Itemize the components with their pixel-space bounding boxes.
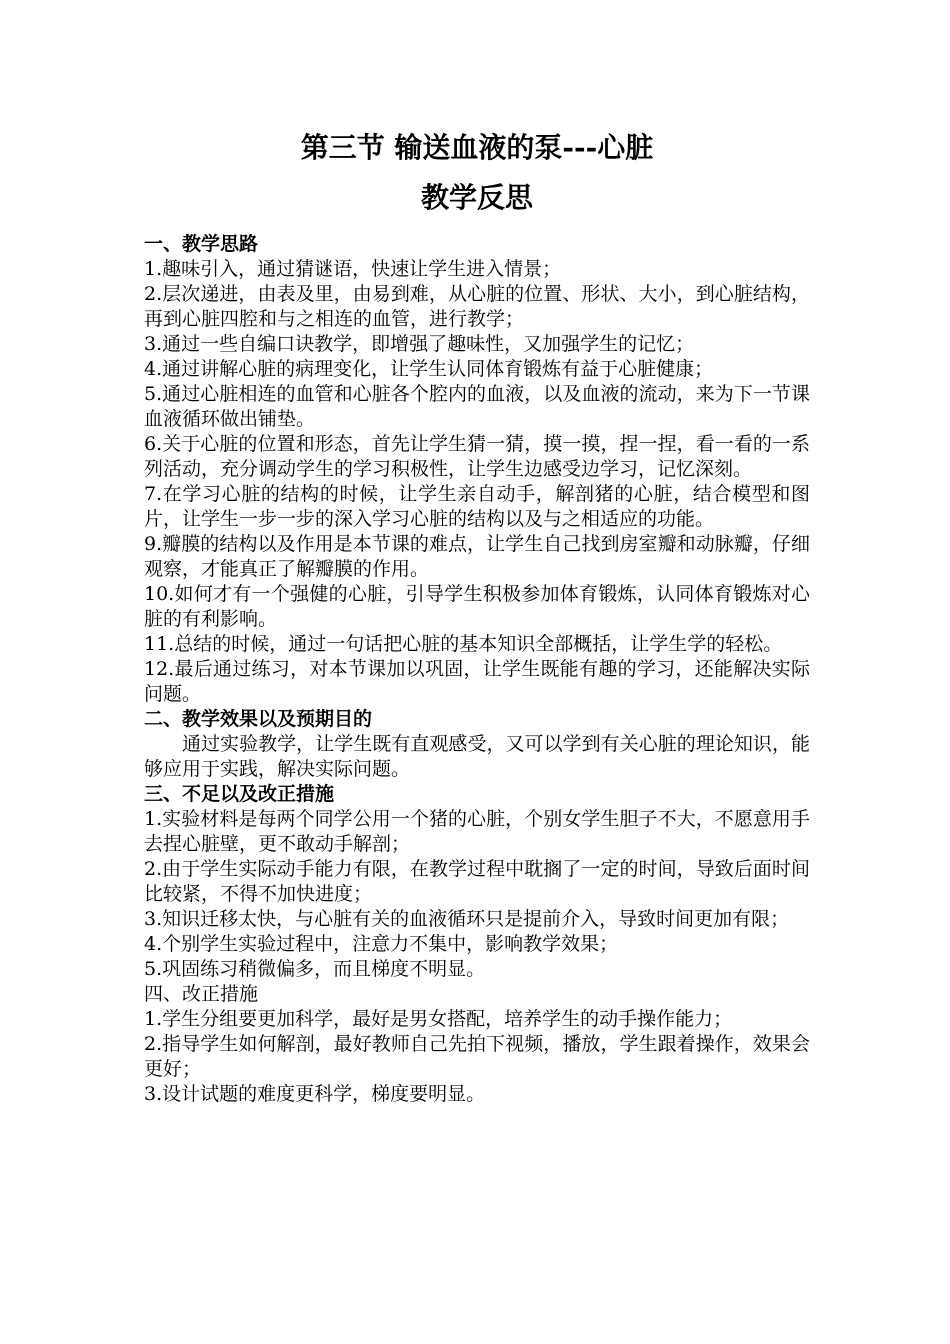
list-item: 2.层次递进，由表及里，由易到难，从心脏的位置、形状、大小，到心脏结构，再到心脏四腔和与之相连的血管，进行教学；: [144, 283, 810, 330]
list-item: 1.学生分组要更加科学，最好是男女搭配，培养学生的动手操作能力；: [144, 1008, 733, 1030]
list-item: 4.通过讲解心脏的病理变化，让学生认同体育锻炼有益于心脏健康；: [144, 358, 714, 380]
list-item: 3.通过一些自编口诀教学，即增强了趣味性，又加强学生的记忆；: [144, 333, 695, 355]
list-item: 4.个别学生实验过程中，注意力不集中，影响教学效果；: [144, 933, 619, 955]
section-heading-corrective-measures: 四、改正措施: [144, 983, 259, 1005]
document-title: 第三节 输送血液的泵---心脏: [300, 131, 654, 164]
section-heading-teaching-ideas: 一、教学思路: [144, 233, 259, 255]
list-item: 3.设计试题的难度更科学，梯度要明显。: [144, 1083, 486, 1105]
list-item: 10.如何才有一个强健的心脏，引导学生积极参加体育锻炼，认同体育锻炼对心脏的有利影响。: [144, 583, 810, 630]
section-heading-shortcomings: 三、不足以及改正措施: [144, 783, 335, 805]
body-paragraph: 通过实验教学，让学生既有直观感受，又可以学到有关心脏的理论知识，能够应用于实践，解决实际问题。: [144, 733, 810, 780]
list-item: 6.关于心脏的位置和形态，首先让学生猜一猜，摸一摸，捏一捏，看一看的一系列活动，充分调动学生的学习积极性，让学生边感受边学习，记忆深刻。: [144, 433, 810, 480]
list-item: 7.在学习心脏的结构的时候，让学生亲自动手，解剖猪的心脏，结合模型和图片，让学生一步一步的深入学习心脏的结构以及与之相适应的功能。: [144, 483, 810, 530]
document-subtitle: 教学反思: [420, 181, 533, 214]
list-item: 12.最后通过练习，对本节课加以巩固，让学生既能有趣的学习，还能解决实际问题。: [144, 658, 810, 705]
list-item: 11.总结的时候，通过一句话把心脏的基本知识全部概括，让学生学的轻松。: [144, 633, 783, 655]
list-item: 3.知识迁移太快，与心脏有关的血液循环只是提前介入，导致时间更加有限；: [144, 908, 790, 930]
list-item: 5.巩固练习稍微偏多，而且梯度不明显。: [144, 958, 486, 980]
list-item: 9.瓣膜的结构以及作用是本节课的难点，让学生自己找到房室瓣和动脉瓣，仔细观察，才能真正了解瓣膜的作用。: [144, 533, 810, 580]
list-item: 5.通过心脏相连的血管和心脏各个腔内的血液，以及血液的流动，来为下一节课血液循环做出铺垫。: [144, 383, 810, 430]
document-page: [144, 128, 810, 1107]
list-item: 2.由于学生实际动手能力有限，在教学过程中耽搁了一定的时间，导致后面时间比较紧，不得不加快进度；: [144, 858, 810, 905]
list-item: 1.趣味引入，通过猜谜语，快速让学生进入情景；: [144, 258, 562, 280]
section-heading-teaching-effect: 二、教学效果以及预期目的: [144, 708, 373, 730]
list-item: 2.指导学生如何解剖，最好教师自己先拍下视频，播放，学生跟着操作，效果会更好；: [144, 1033, 810, 1080]
list-item: 1.实验材料是每两个同学公用一个猪的心脏，个别女学生胆子不大，不愿意用手去捏心脏壁，更不敢动手解剖；: [144, 808, 810, 855]
